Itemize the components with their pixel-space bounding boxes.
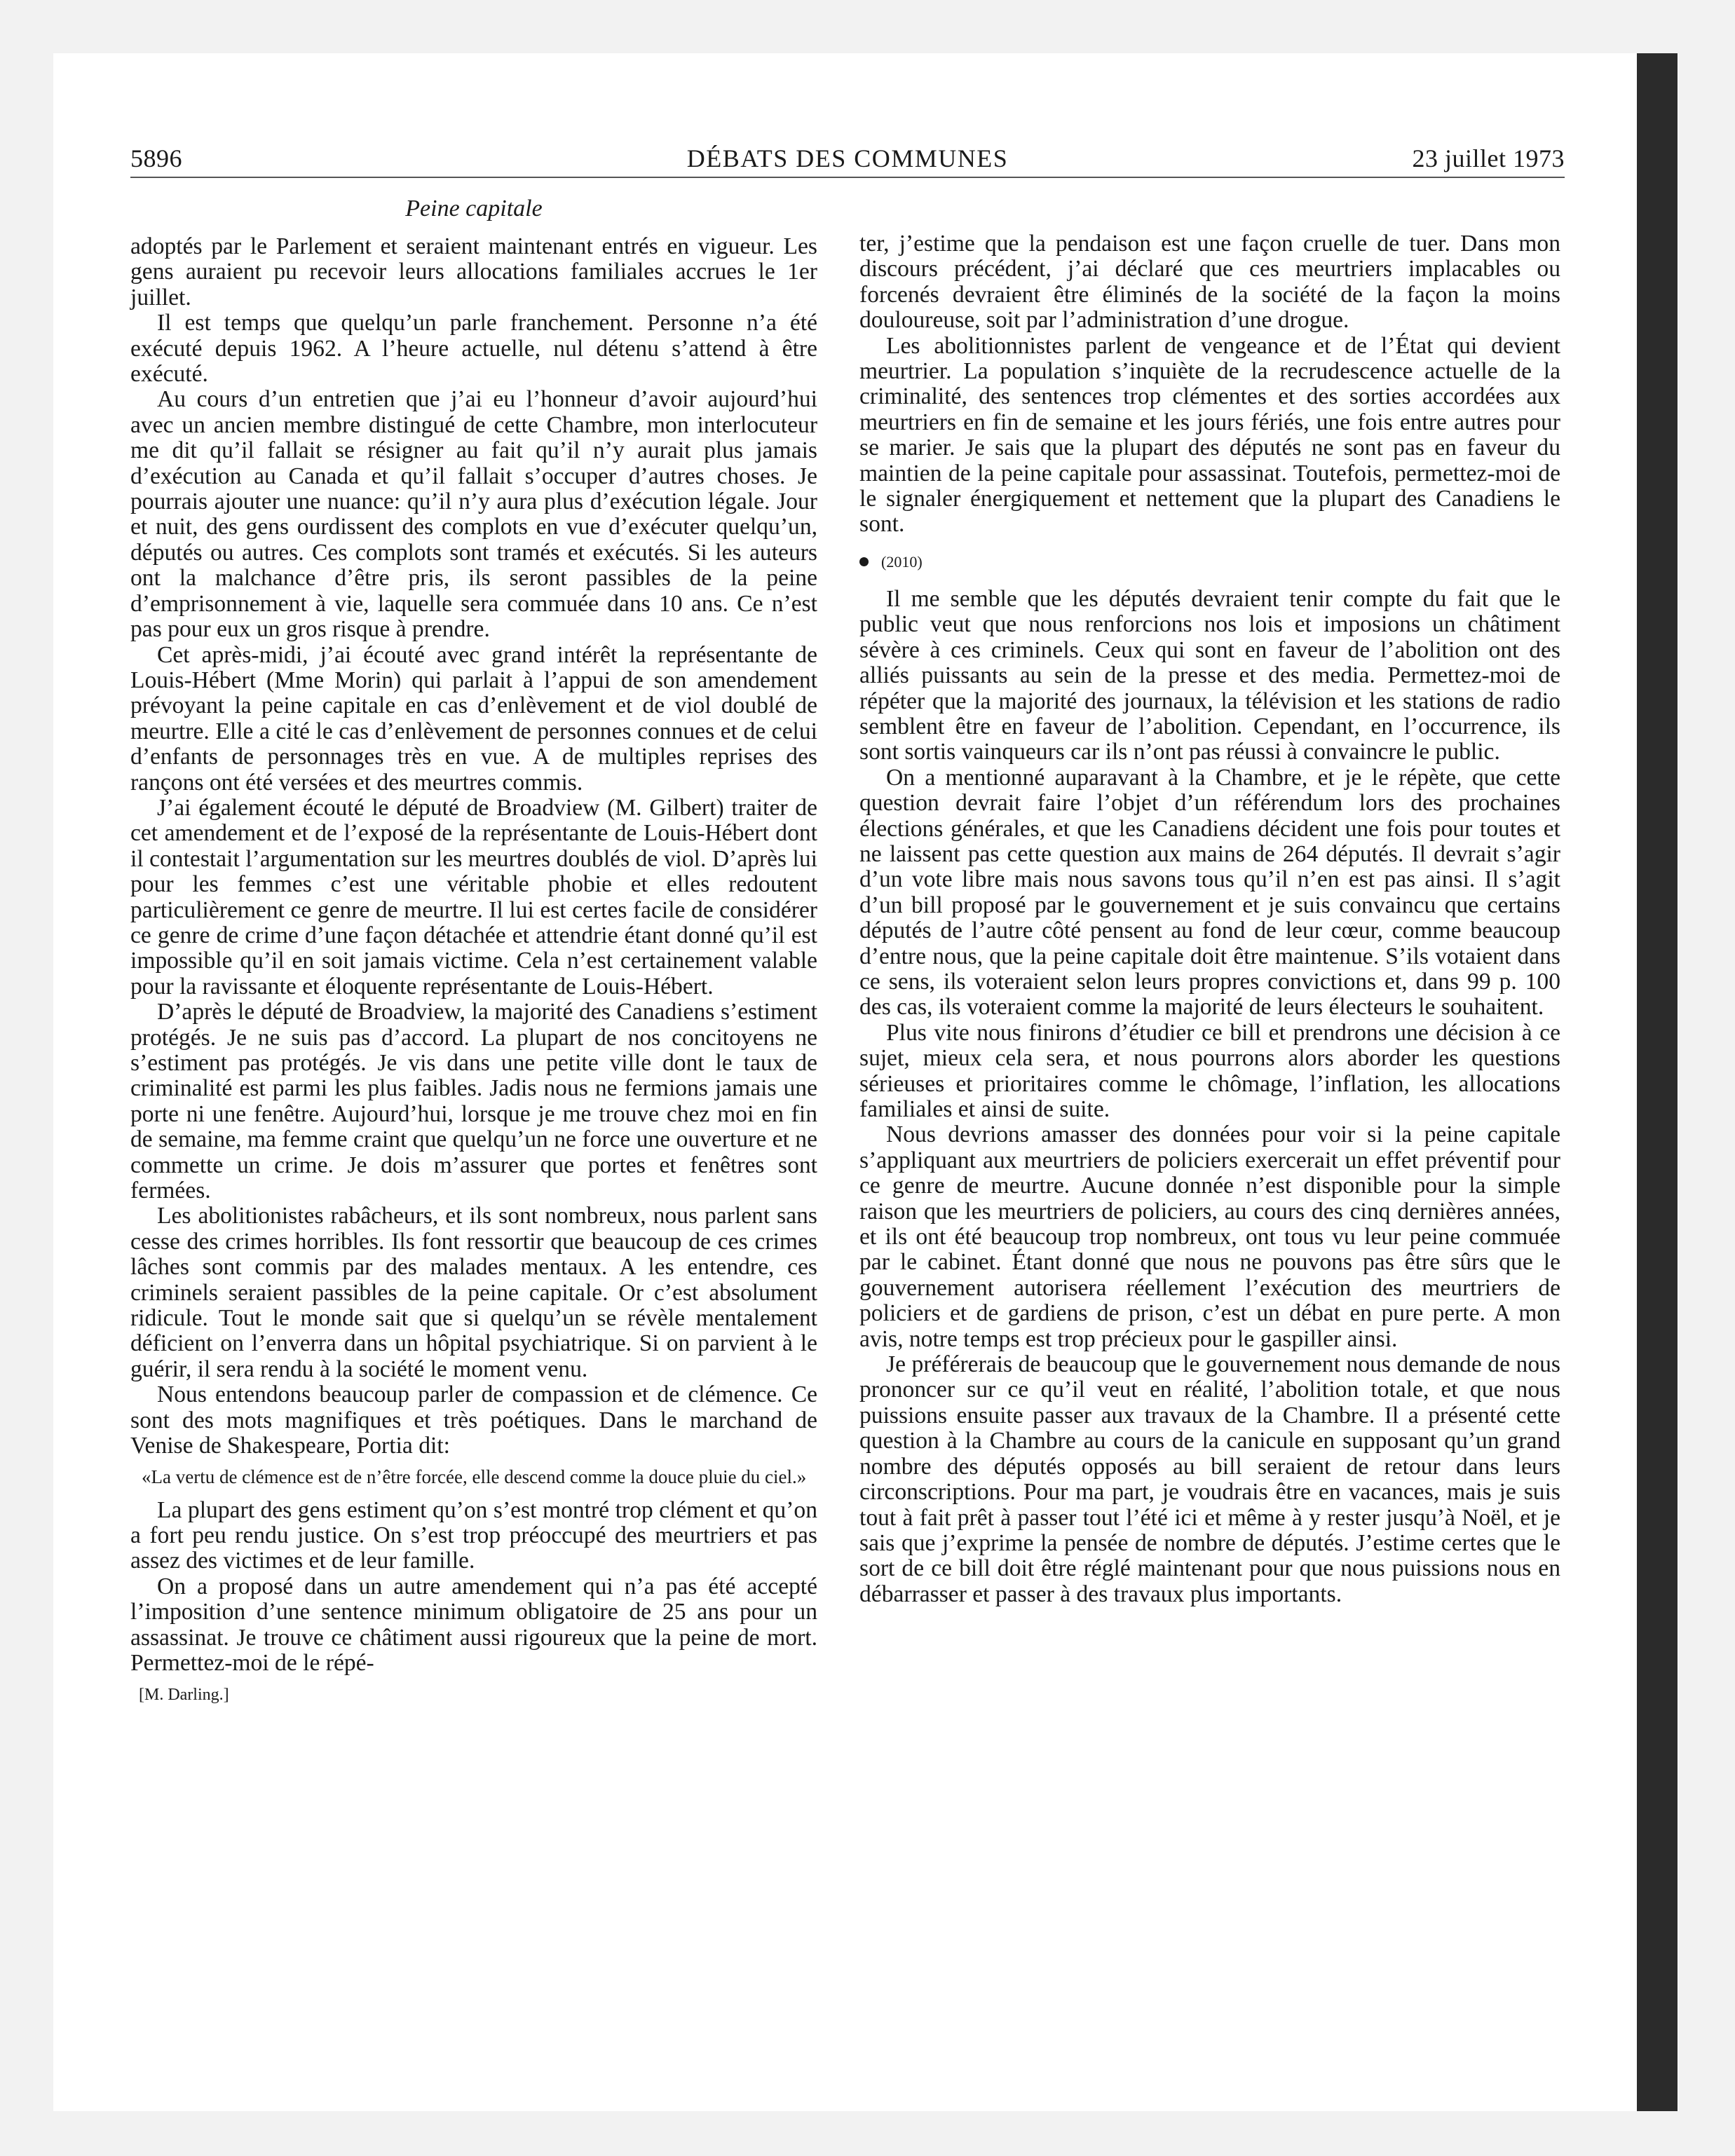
issue-date: 23 juillet 1973 (1412, 144, 1565, 172)
paragraph: J’ai également écouté le député de Broadview (M. Gilbert) traiter de cet amendement et de l’exposé de la représentante de Louis-Hébert dont il contestait l’argumentation sur les meurtres doublés de viol. D’après lui pour les femmes c’est une véritable phobie et elles redoutent particulièrement ce genre de meurtre. Il lui est certes facile de considérer ce genre de crime d’une façon détachée et attendrie étant donné qu’il est impossible qu’il en soit jamais victime. Cela n’est certainement valable pour la ravissante et éloquente représentante de Louis-Hébert. (130, 794, 817, 999)
paragraph: Je préférerais de beaucoup que le gouvernement nous demande de nous prononcer sur ce qu’il veut en réalité, l’abolition totale, et que nous puissions ensuite passer aux travaux de la Chambre. Il a présenté cette question à la Chambre au cours de la canicule en supposant qu’un grand nombre des députés opposés au bill seraient de retour dans leurs circonscriptions. Pour ma part, je voudrais être en vacances, mais je suis tout à fait prêt à passer tout l’été ici et même à y rester jusqu’à Noël, et je sais que j’exprime la pensée de nombre de députés. J’estime certes que le sort de ce bill doit être réglé maintenant pour que nous puissions nous en débarrasser et passer à des travaux plus importants. (859, 1351, 1560, 1607)
paragraph: Nous devrions amasser des données pour voir si la peine capitale s’appliquant aux meurtriers de policiers exercerait un effet préventif pour ce genre de meurtre. Aucune donnée n’est disponible pour la simple raison que les meurtriers de policiers, au cours des cinq dernières années, et ils ont été beaucoup trop nombreux, ont tous vu leur peine commuée par le cabinet. Étant donné que nous ne pouvons pas être sûrs que le gouvernement autorisera réellement l’exécution des meurtriers de policiers et de gardiens de prison, c’est un débat en pure perte. A mon avis, notre temps est trop précieux pour le gaspiller ainsi. (859, 1121, 1560, 1352)
paragraph: La plupart des gens estiment qu’on s’est montré trop clément et qu’on a fort peu rendu justice. On s’est trop préoccupé des meurtriers et pas assez des victimes et de leur famille. (130, 1496, 817, 1574)
publication-title: DÉBATS DES COMMUNES (686, 144, 1009, 172)
left-column (130, 195, 817, 1705)
paragraph: Au cours d’un entretien que j’ai eu l’honneur d’avoir aujourd’hui avec un ancien membre distingué de cette Chambre, mon interlocuteur me dit qu’il fallait se résigner au fait qu’il n’y aurait plus jamais d’exécution au Canada et qu’il fallait s’occuper d’autres choses. Je pourrais ajouter une nuance: qu’il n’y aura plus d’exécution légale. Jour et nuit, des gens ourdissent des complots en vue d’exécuter quelqu’un, députés ou autres. Ces complots sont tramés et exécutés. Si les auteurs ont la malchance d’être pris, ils seront passibles de la peine d’emprisonnement à vie, laquelle sera commuée dans 10 ans. Ce n’est pas pour eux un gros risque à prendre. (130, 386, 817, 643)
paragraph: Les abolitionnistes parlent de vengeance et de l’État qui devient meurtrier. La population s’inquiète de la recrudescence actuelle de la criminalité, des sentences trop clémentes et des sorties accordées aux meurtriers en fin de semaine et les jours fériés, une fois entre autres pour se marier. Je sais que la plupart des députés ne sont pas en faveur du maintien de la peine capitale pour assassinat. Toutefois, permettez-moi de le signaler énergiquement et nettement que la plupart des Canadiens le sont. (859, 332, 1560, 538)
paragraph: Les abolitionistes rabâcheurs, et ils sont nombreux, nous parlent sans cesse des crimes horribles. Ils font ressortir que beaucoup de ces crimes lâches sont commis par des malades mentaux. A les entendre, ces criminels seraient passibles de la peine capitale. Or c’est absolument ridicule. Tout le monde sait que si quelqu’un se révèle mentalement déficient on l’enverra dans un hôpital psychiatrique. Si on parvient à le guérir, il sera rendu à la société le moment venu. (130, 1203, 817, 1382)
paragraph: On a proposé dans un autre amendement qui n’a pas été accepté l’imposition d’une sentence minimum obligatoire de 25 ans pour un assassinat. Je trouve ce châtiment aussi rigoureux que la peine de mort. Permettez-moi de le répé- (130, 1573, 817, 1676)
paragraph: Plus vite nous finirons d’étudier ce bill et prendrons une décision à ce sujet, mieux cela sera, et nous pourrons alors aborder les questions sérieuses et prioritaires comme le chômage, l’inflation, les allocations familiales et ainsi de suite. (859, 1019, 1560, 1122)
block-quote: «La vertu de clémence est de n’être forcée, elle descend comme la douce pluie du ciel.» (142, 1466, 807, 1487)
paragraph: Il me semble que les députés devraient tenir compte du fait que le public veut que nous renforcions nos lois et imposions un châtiment sévère à ces criminels. Ceux qui sont en faveur de l’abolition ont des alliés puissants au sein de la presse et des media. Permettez-moi de répéter que la majorité des journaux, la télévision et les stations de radio semblent être en faveur de l’abolition. Cependant, en l’occurrence, ils sont sortis vainqueurs car ils n’ont pas réussi à convaincre le public. (859, 585, 1560, 765)
paragraph: Nous entendons beaucoup parler de compassion et de clémence. Ce sont des mots magnifiques et très poétiques. Dans le marchand de Venise de Shakespeare, Portia dit: (130, 1381, 817, 1459)
right-column (859, 231, 1560, 1607)
paragraph: ter, j’estime que la pendaison est une façon cruelle de tuer. Dans mon discours précédent, j’ai déclaré que ces meurtriers implacables ou forcenés devraient être éliminés de la société de la façon la moins douloureuse, soit par l’administration d’une drogue. (859, 231, 1560, 334)
paragraph: D’après le député de Broadview, la majorité des Canadiens s’estiment protégés. Je ne suis pas d’accord. La plupart de nos concitoyens ne s’estiment pas protégés. Je vis dans une petite ville dont le taux de criminalité est parmi les plus faibles. Jadis nous ne fermions jamais une porte ni une fenêtre. Aujourd’hui, lorsque je me trouve chez moi en fin de semaine, ma femme craint que quelqu’un ne force une ouverture et ne commette un crime. Je dois m’assurer que portes et fenêtres sont fermées. (130, 999, 817, 1204)
speaker-attribution: [M. Darling.] (139, 1686, 229, 1705)
paragraph: On a mentionné auparavant à la Chambre, et je le répète, que cette question devrait faire l’objet d’un référendum lors des prochaines élections générales, et que les Canadiens décident une fois pour toutes et ne laissent pas cette question aux mains de 264 députés. Il devrait s’agir d’un vote libre mais nous savons tous qu’il n’en est pas ainsi. Il s’agit d’un bill proposé par le gouvernement et je suis convaincu que certains députés de l’autre côté pensent au fond de leur cœur, comme beaucoup d’entre nous, que la peine capitale doit être maintenue. S’ils votaient dans ce sens, ils voteraient selon leurs propres convictions et, dans 99 p. 100 des cas, ils voteraient comme la majorité de leurs électeurs le souhaitent. (859, 764, 1560, 1021)
time-marker (859, 550, 1560, 574)
header-rule (130, 177, 1565, 178)
time-marker-label: (2010) (881, 552, 923, 571)
paragraph: Il est temps que quelqu’un parle franchement. Personne n’a été exécuté depuis 1962. A l’heure actuelle, nul détenu s’attend à être exécuté. (130, 310, 817, 388)
section-title: Peine capitale (405, 196, 543, 221)
page-number: 5896 (130, 144, 182, 172)
paragraph: Cet après-midi, j’ai écouté avec grand intérêt la représentante de Louis-Hébert (Mme Morin) qui parlait à l’appui de son amendement prévoyant la peine capitale en cas d’enlèvement et de viol doublé de meurtre. Elle a cité le cas d’enlèvement de personnes connues et de celui d’enfants de personnages très en vue. A de multiples reprises des rançons ont été versées et des meurtres commis. (130, 641, 817, 796)
scan-edge-bar (1637, 53, 1678, 2111)
running-header (130, 142, 1565, 175)
bullet-icon (859, 557, 869, 566)
paragraph: adoptés par le Parlement et seraient maintenant entrés en vigueur. Les gens auraient pu recevoir leurs allocations familiales accrues le 1er juillet. (130, 233, 817, 311)
